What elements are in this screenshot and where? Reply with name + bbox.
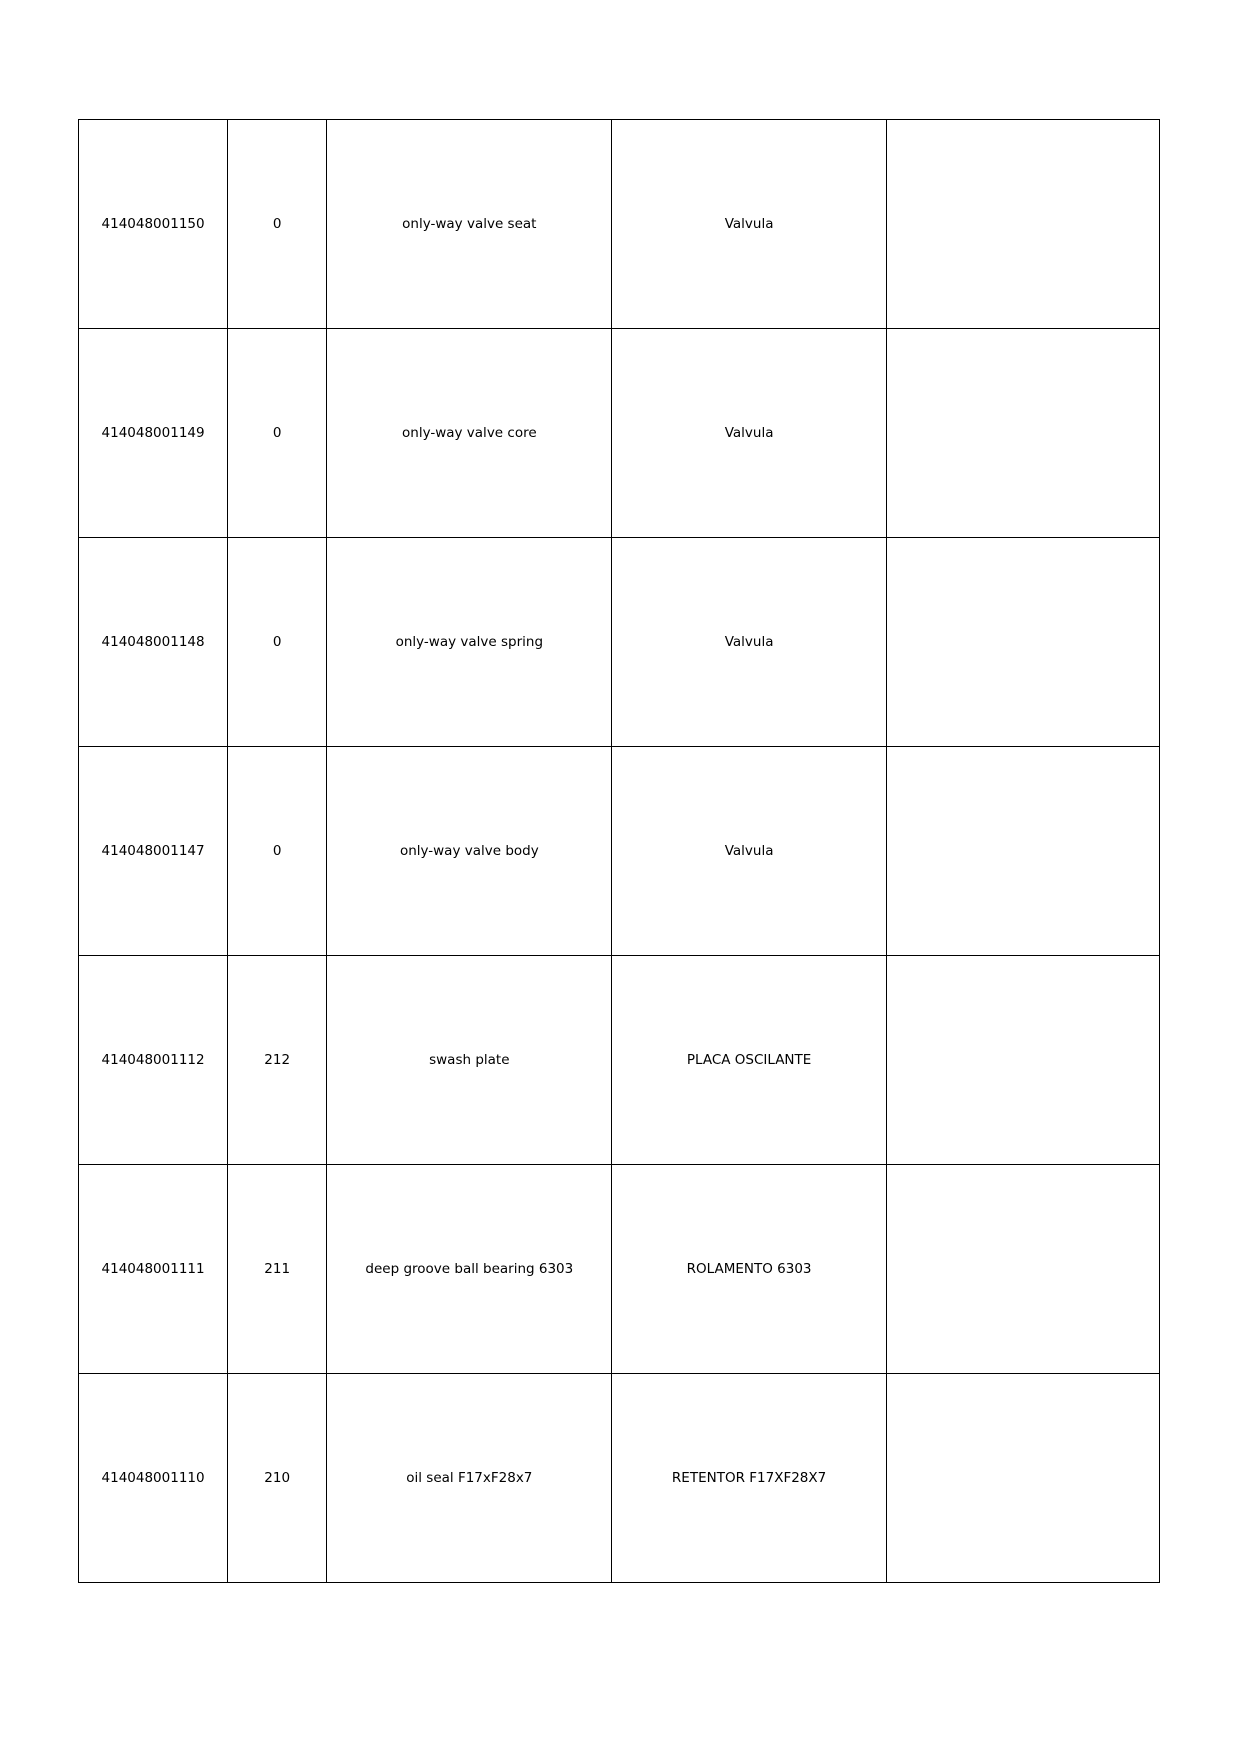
description-pt-cell: ROLAMENTO 6303 [612,1165,886,1374]
description-pt-cell: PLACA OSCILANTE [612,956,886,1165]
part-code-cell: 414048001147 [79,747,228,956]
notes-cell [886,329,1159,538]
description-en-cell: only-way valve body [327,747,612,956]
item-number-cell: 210 [228,1374,327,1583]
description-en-cell: swash plate [327,956,612,1165]
description-pt-cell: RETENTOR F17XF28X7 [612,1374,886,1583]
notes-cell [886,1374,1159,1583]
item-number-cell: 0 [228,329,327,538]
part-code-cell: 414048001111 [79,1165,228,1374]
parts-table [78,119,1160,1583]
table-row [79,329,1160,538]
description-pt-cell: Valvula [612,538,886,747]
description-pt-cell: Valvula [612,120,886,329]
part-code-cell: 414048001150 [79,120,228,329]
notes-cell [886,120,1159,329]
table-row [79,1374,1160,1583]
description-pt-cell: Valvula [612,329,886,538]
part-code-cell: 414048001148 [79,538,228,747]
table-row [79,956,1160,1165]
description-en-cell: only-way valve seat [327,120,612,329]
description-pt-cell: Valvula [612,747,886,956]
description-en-cell: only-way valve spring [327,538,612,747]
item-number-cell: 0 [228,120,327,329]
description-en-cell: oil seal F17xF28x7 [327,1374,612,1583]
part-code-cell: 414048001149 [79,329,228,538]
table-row [79,1165,1160,1374]
notes-cell [886,956,1159,1165]
notes-cell [886,538,1159,747]
item-number-cell: 211 [228,1165,327,1374]
notes-cell [886,1165,1159,1374]
item-number-cell: 212 [228,956,327,1165]
item-number-cell: 0 [228,747,327,956]
part-code-cell: 414048001112 [79,956,228,1165]
description-en-cell: only-way valve core [327,329,612,538]
table-row [79,747,1160,956]
table-row [79,120,1160,329]
part-code-cell: 414048001110 [79,1374,228,1583]
notes-cell [886,747,1159,956]
description-en-cell: deep groove ball bearing 6303 [327,1165,612,1374]
item-number-cell: 0 [228,538,327,747]
table-row [79,538,1160,747]
